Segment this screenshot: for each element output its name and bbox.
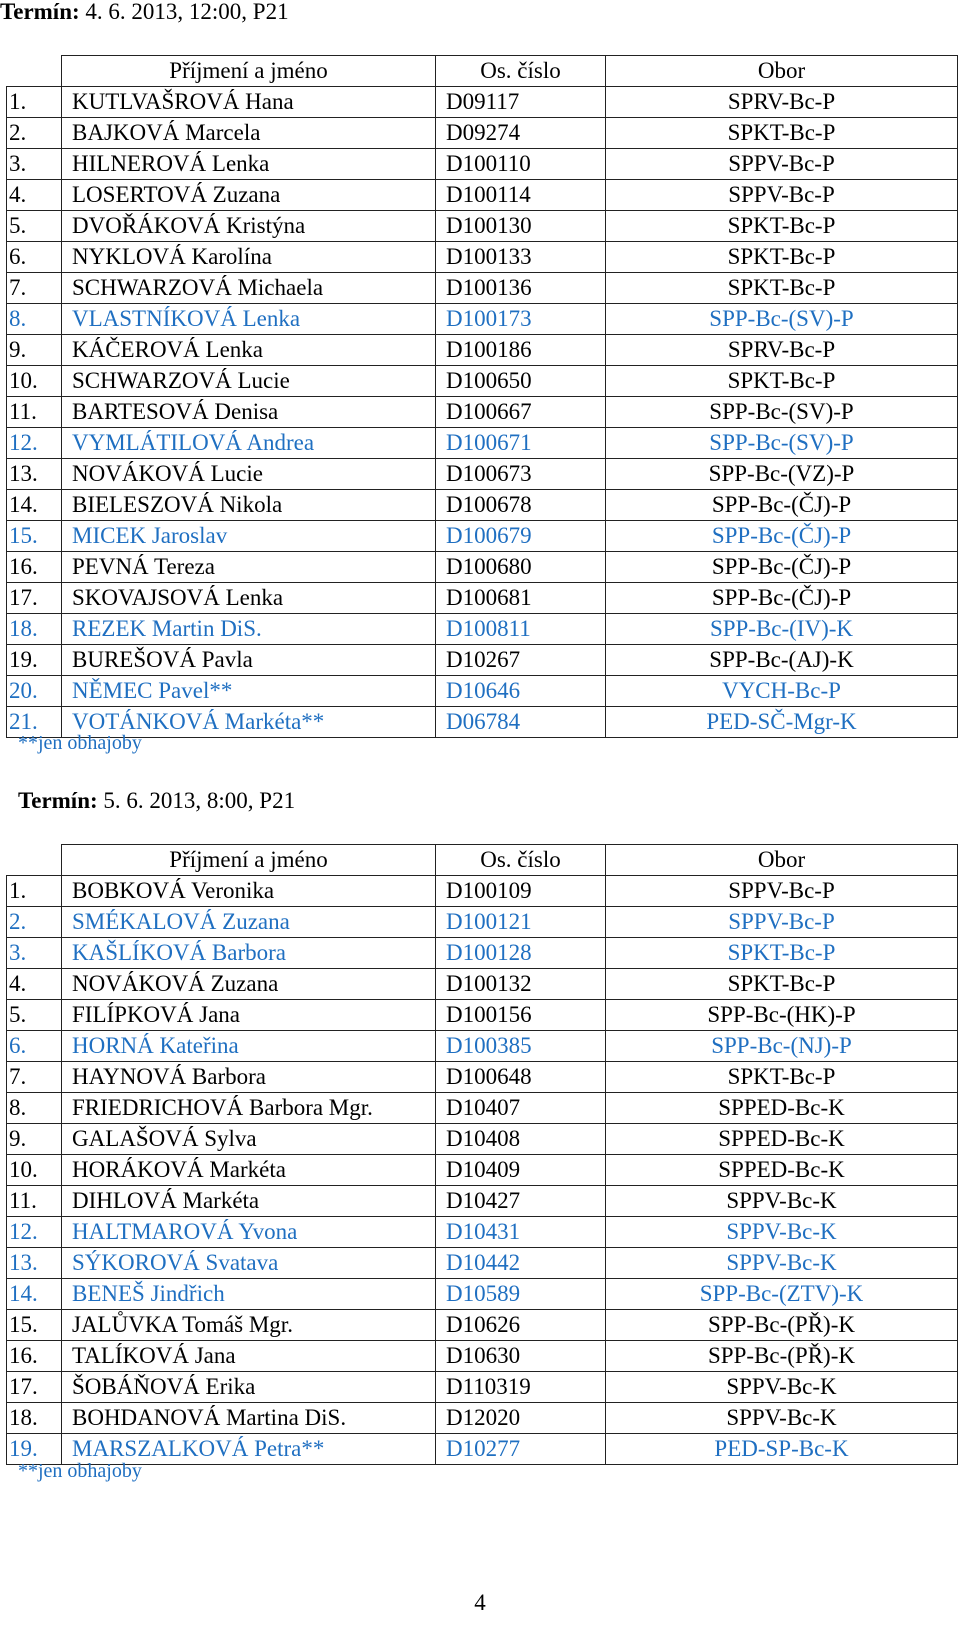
- table-row: [7, 676, 958, 707]
- student-id: D10427: [436, 1186, 606, 1217]
- table-row: [7, 211, 958, 242]
- row-number: 9.: [7, 1124, 62, 1155]
- header-number-cell: [7, 56, 62, 87]
- row-number: 1.: [7, 87, 62, 118]
- table-row: [7, 645, 958, 676]
- student-id: D100114: [436, 180, 606, 211]
- table-row: [7, 1403, 958, 1434]
- table-row: [7, 1279, 958, 1310]
- student-id: D100679: [436, 521, 606, 552]
- study-program: SPP-Bc-(ČJ)-P: [606, 552, 958, 583]
- table-row: [7, 397, 958, 428]
- student-name: HORÁKOVÁ Markéta: [62, 1155, 436, 1186]
- row-number: 14.: [7, 1279, 62, 1310]
- study-program: SPPV-Bc-P: [606, 876, 958, 907]
- study-program: SPKT-Bc-P: [606, 211, 958, 242]
- row-number: 6.: [7, 242, 62, 273]
- table-row: [7, 1155, 958, 1186]
- student-id: D100173: [436, 304, 606, 335]
- student-id: D100156: [436, 1000, 606, 1031]
- student-name: PEVNÁ Tereza: [62, 552, 436, 583]
- student-name: HALTMAROVÁ Yvona: [62, 1217, 436, 1248]
- study-program: SPP-Bc-(SV)-P: [606, 428, 958, 459]
- study-program: SPP-Bc-(HK)-P: [606, 1000, 958, 1031]
- student-id: D100186: [436, 335, 606, 366]
- row-number: 2.: [7, 118, 62, 149]
- row-number: 20.: [7, 676, 62, 707]
- student-name: TALÍKOVÁ Jana: [62, 1341, 436, 1372]
- table-row: [7, 552, 958, 583]
- table-row: [7, 1124, 958, 1155]
- student-name: NĚMEC Pavel**: [62, 676, 436, 707]
- student-id: D10277: [436, 1434, 606, 1465]
- row-number: 10.: [7, 366, 62, 397]
- table-row: [7, 1434, 958, 1465]
- student-id: D100109: [436, 876, 606, 907]
- student-name: SMÉKALOVÁ Zuzana: [62, 907, 436, 938]
- student-id: D10431: [436, 1217, 606, 1248]
- student-name: HAYNOVÁ Barbora: [62, 1062, 436, 1093]
- row-number: 11.: [7, 397, 62, 428]
- term-label: Termín:: [18, 788, 98, 813]
- student-id: D10630: [436, 1341, 606, 1372]
- table-row: [7, 366, 958, 397]
- row-number: 10.: [7, 1155, 62, 1186]
- student-id: D100673: [436, 459, 606, 490]
- study-program: SPP-Bc-(VZ)-P: [606, 459, 958, 490]
- row-number: 4.: [7, 969, 62, 1000]
- student-id: D100648: [436, 1062, 606, 1093]
- study-program: SPPV-Bc-K: [606, 1372, 958, 1403]
- student-id: D100678: [436, 490, 606, 521]
- study-program: SPPED-Bc-K: [606, 1155, 958, 1186]
- header-number-cell: [7, 845, 62, 876]
- study-program: SPP-Bc-(ČJ)-P: [606, 583, 958, 614]
- table-header-row: [7, 56, 958, 87]
- student-table-1: [6, 55, 958, 738]
- student-id: D09274: [436, 118, 606, 149]
- student-id: D10409: [436, 1155, 606, 1186]
- row-number: 15.: [7, 521, 62, 552]
- table-row: [7, 907, 958, 938]
- table-row: [7, 1217, 958, 1248]
- study-program: SPKT-Bc-P: [606, 969, 958, 1000]
- row-number: 19.: [7, 645, 62, 676]
- study-program: SPP-Bc-(ČJ)-P: [606, 521, 958, 552]
- row-number: 8.: [7, 1093, 62, 1124]
- student-id: D100136: [436, 273, 606, 304]
- row-number: 16.: [7, 552, 62, 583]
- study-program: SPP-Bc-(SV)-P: [606, 397, 958, 428]
- student-name: NOVÁKOVÁ Lucie: [62, 459, 436, 490]
- student-id: D100130: [436, 211, 606, 242]
- student-id: D100132: [436, 969, 606, 1000]
- study-program: SPKT-Bc-P: [606, 273, 958, 304]
- row-number: 8.: [7, 304, 62, 335]
- row-number: 16.: [7, 1341, 62, 1372]
- row-number: 18.: [7, 614, 62, 645]
- student-table-2: [6, 844, 958, 1465]
- student-name: ŠOBÁŇOVÁ Erika: [62, 1372, 436, 1403]
- study-program: SPRV-Bc-P: [606, 87, 958, 118]
- row-number: 15.: [7, 1310, 62, 1341]
- row-number: 1.: [7, 876, 62, 907]
- student-id: D100133: [436, 242, 606, 273]
- table-row: [7, 428, 958, 459]
- table-row: [7, 1310, 958, 1341]
- study-program: SPP-Bc-(ČJ)-P: [606, 490, 958, 521]
- student-id: D10626: [436, 1310, 606, 1341]
- table-row: [7, 707, 958, 738]
- student-name: BENEŠ Jindřich: [62, 1279, 436, 1310]
- table-row: [7, 614, 958, 645]
- row-number: 3.: [7, 938, 62, 969]
- student-id: D100121: [436, 907, 606, 938]
- student-name: DIHLOVÁ Markéta: [62, 1186, 436, 1217]
- table-row: [7, 1341, 958, 1372]
- row-number: 17.: [7, 583, 62, 614]
- student-id: D10442: [436, 1248, 606, 1279]
- student-name: BUREŠOVÁ Pavla: [62, 645, 436, 676]
- student-name: VLASTNÍKOVÁ Lenka: [62, 304, 436, 335]
- study-program: SPP-Bc-(SV)-P: [606, 304, 958, 335]
- student-name: SCHWARZOVÁ Lucie: [62, 366, 436, 397]
- student-name: BIELESZOVÁ Nikola: [62, 490, 436, 521]
- student-name: REZEK Martin DiS.: [62, 614, 436, 645]
- student-name: KUTLVAŠROVÁ Hana: [62, 87, 436, 118]
- footnote-2: **jen obhajoby: [18, 1460, 142, 1482]
- student-id: D09117: [436, 87, 606, 118]
- table-row: [7, 1000, 958, 1031]
- row-number: 3.: [7, 149, 62, 180]
- row-number: 12.: [7, 428, 62, 459]
- student-name: MICEK Jaroslav: [62, 521, 436, 552]
- study-program: SPKT-Bc-P: [606, 242, 958, 273]
- study-program: SPP-Bc-(NJ)-P: [606, 1031, 958, 1062]
- table-row: [7, 583, 958, 614]
- table-header-row: [7, 845, 958, 876]
- table-row: [7, 118, 958, 149]
- page-number: 4: [474, 1590, 486, 1615]
- row-number: 18.: [7, 1403, 62, 1434]
- table-row: [7, 969, 958, 1000]
- study-program: SPPV-Bc-K: [606, 1403, 958, 1434]
- student-id: D100811: [436, 614, 606, 645]
- term-label: Termín:: [0, 0, 80, 24]
- study-program: SPPV-Bc-P: [606, 907, 958, 938]
- table-row: [7, 273, 958, 304]
- row-number: 19.: [7, 1434, 62, 1465]
- row-number: 7.: [7, 273, 62, 304]
- study-program: SPPV-Bc-K: [606, 1248, 958, 1279]
- row-number: 5.: [7, 1000, 62, 1031]
- student-name: NOVÁKOVÁ Zuzana: [62, 969, 436, 1000]
- study-program: SPPV-Bc-P: [606, 180, 958, 211]
- student-name: LOSERTOVÁ Zuzana: [62, 180, 436, 211]
- student-name: JALŮVKA Tomáš Mgr.: [62, 1310, 436, 1341]
- term-heading-1: [0, 0, 289, 24]
- student-id: D100385: [436, 1031, 606, 1062]
- table-row: [7, 490, 958, 521]
- table-row: [7, 1186, 958, 1217]
- table-row: [7, 335, 958, 366]
- term-value: 4. 6. 2013, 12:00, P21: [85, 0, 289, 24]
- study-program: PED-SP-Bc-K: [606, 1434, 958, 1465]
- student-name: BOHDANOVÁ Martina DiS.: [62, 1403, 436, 1434]
- student-id: D10408: [436, 1124, 606, 1155]
- student-id: D100128: [436, 938, 606, 969]
- row-number: 17.: [7, 1372, 62, 1403]
- student-name: NYKLOVÁ Karolína: [62, 242, 436, 273]
- row-number: 11.: [7, 1186, 62, 1217]
- student-id: D110319: [436, 1372, 606, 1403]
- footnote-1: **jen obhajoby: [18, 732, 142, 754]
- table-row: [7, 242, 958, 273]
- student-name: MARSZALKOVÁ Petra**: [62, 1434, 436, 1465]
- row-number: 13.: [7, 459, 62, 490]
- study-program: SPKT-Bc-P: [606, 118, 958, 149]
- table-row: [7, 521, 958, 552]
- table-row: [7, 149, 958, 180]
- header-name: Příjmení a jméno: [62, 845, 436, 876]
- row-number: 9.: [7, 335, 62, 366]
- student-name: KÁČEROVÁ Lenka: [62, 335, 436, 366]
- term-value: 5. 6. 2013, 8:00, P21: [103, 788, 296, 813]
- student-name: BARTESOVÁ Denisa: [62, 397, 436, 428]
- student-name: KAŠLÍKOVÁ Barbora: [62, 938, 436, 969]
- table-row: [7, 459, 958, 490]
- table-row: [7, 1062, 958, 1093]
- study-program: VYCH-Bc-P: [606, 676, 958, 707]
- header-id: Os. číslo: [436, 845, 606, 876]
- study-program: SPP-Bc-(PŘ)-K: [606, 1310, 958, 1341]
- row-number: 5.: [7, 211, 62, 242]
- row-number: 4.: [7, 180, 62, 211]
- table-row: [7, 87, 958, 118]
- study-program: SPPV-Bc-P: [606, 149, 958, 180]
- student-name: SÝKOROVÁ Svatava: [62, 1248, 436, 1279]
- student-name: VOTÁNKOVÁ Markéta**: [62, 707, 436, 738]
- study-program: SPP-Bc-(PŘ)-K: [606, 1341, 958, 1372]
- study-program: SPKT-Bc-P: [606, 366, 958, 397]
- student-id: D100671: [436, 428, 606, 459]
- study-program: SPPED-Bc-K: [606, 1124, 958, 1155]
- study-program: SPKT-Bc-P: [606, 938, 958, 969]
- student-name: FILÍPKOVÁ Jana: [62, 1000, 436, 1031]
- study-program: PED-SČ-Mgr-K: [606, 707, 958, 738]
- student-id: D100681: [436, 583, 606, 614]
- study-program: SPKT-Bc-P: [606, 1062, 958, 1093]
- student-id: D100667: [436, 397, 606, 428]
- study-program: SPPED-Bc-K: [606, 1093, 958, 1124]
- student-id: D100650: [436, 366, 606, 397]
- table-row: [7, 938, 958, 969]
- header-obor: Obor: [606, 56, 958, 87]
- study-program: SPPV-Bc-K: [606, 1186, 958, 1217]
- student-id: D10267: [436, 645, 606, 676]
- row-number: 12.: [7, 1217, 62, 1248]
- study-program: SPPV-Bc-K: [606, 1217, 958, 1248]
- row-number: 6.: [7, 1031, 62, 1062]
- student-id: D06784: [436, 707, 606, 738]
- study-program: SPP-Bc-(AJ)-K: [606, 645, 958, 676]
- row-number: 21.: [7, 707, 62, 738]
- study-program: SPP-Bc-(ZTV)-K: [606, 1279, 958, 1310]
- term-heading-2: [18, 789, 295, 813]
- study-program: SPP-Bc-(IV)-K: [606, 614, 958, 645]
- student-name: GALAŠOVÁ Sylva: [62, 1124, 436, 1155]
- row-number: 14.: [7, 490, 62, 521]
- student-name: BOBKOVÁ Veronika: [62, 876, 436, 907]
- student-name: VYMLÁTILOVÁ Andrea: [62, 428, 436, 459]
- student-id: D10589: [436, 1279, 606, 1310]
- header-name: Příjmení a jméno: [62, 56, 436, 87]
- student-id: D100680: [436, 552, 606, 583]
- table-row: [7, 876, 958, 907]
- table-row: [7, 1372, 958, 1403]
- header-id: Os. číslo: [436, 56, 606, 87]
- student-id: D100110: [436, 149, 606, 180]
- header-obor: Obor: [606, 845, 958, 876]
- table-row: [7, 1093, 958, 1124]
- student-id: D12020: [436, 1403, 606, 1434]
- student-name: BAJKOVÁ Marcela: [62, 118, 436, 149]
- table-row: [7, 304, 958, 335]
- row-number: 2.: [7, 907, 62, 938]
- student-id: D10407: [436, 1093, 606, 1124]
- student-name: HILNEROVÁ Lenka: [62, 149, 436, 180]
- study-program: SPRV-Bc-P: [606, 335, 958, 366]
- row-number: 7.: [7, 1062, 62, 1093]
- student-name: SKOVAJSOVÁ Lenka: [62, 583, 436, 614]
- table-row: [7, 1031, 958, 1062]
- student-name: HORNÁ Kateřina: [62, 1031, 436, 1062]
- row-number: 13.: [7, 1248, 62, 1279]
- table-row: [7, 1248, 958, 1279]
- student-name: SCHWARZOVÁ Michaela: [62, 273, 436, 304]
- table-row: [7, 180, 958, 211]
- student-name: DVOŘÁKOVÁ Kristýna: [62, 211, 436, 242]
- student-name: FRIEDRICHOVÁ Barbora Mgr.: [62, 1093, 436, 1124]
- student-id: D10646: [436, 676, 606, 707]
